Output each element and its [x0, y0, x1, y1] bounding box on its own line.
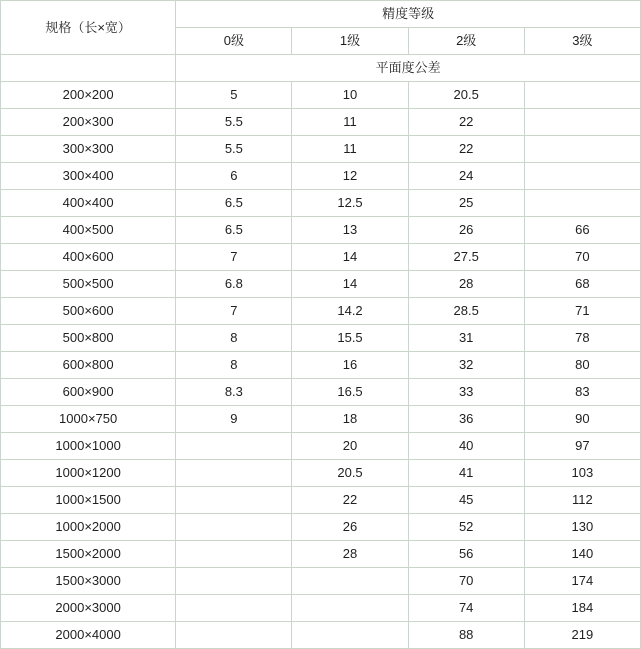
table-row — [1, 109, 641, 136]
table-body — [1, 82, 641, 649]
row-value-grade3 — [524, 109, 640, 136]
row-value-grade3: 219 — [524, 622, 640, 649]
row-value-grade2: 27.5 — [408, 244, 524, 271]
row-spec: 500×800 — [1, 325, 176, 352]
table-row — [1, 595, 641, 622]
table-row — [1, 82, 641, 109]
row-value-grade1: 14 — [292, 244, 408, 271]
row-value-grade3: 90 — [524, 406, 640, 433]
row-value-grade3: 71 — [524, 298, 640, 325]
header-precision-group: 精度等级 — [176, 1, 641, 28]
row-value-grade2: 70 — [408, 568, 524, 595]
row-value-grade3: 70 — [524, 244, 640, 271]
row-value-grade0 — [176, 595, 292, 622]
row-value-grade3: 68 — [524, 271, 640, 298]
row-value-grade2: 52 — [408, 514, 524, 541]
row-value-grade0 — [176, 541, 292, 568]
row-value-grade1: 26 — [292, 514, 408, 541]
row-value-grade2: 33 — [408, 379, 524, 406]
row-value-grade1: 16 — [292, 352, 408, 379]
row-value-grade1: 15.5 — [292, 325, 408, 352]
row-value-grade0: 8 — [176, 352, 292, 379]
row-value-grade0: 7 — [176, 298, 292, 325]
row-value-grade2: 26 — [408, 217, 524, 244]
row-value-grade1: 12 — [292, 163, 408, 190]
row-spec: 200×200 — [1, 82, 176, 109]
row-value-grade1 — [292, 622, 408, 649]
table-row — [1, 622, 641, 649]
row-spec: 500×500 — [1, 271, 176, 298]
table-row — [1, 352, 641, 379]
row-value-grade0 — [176, 460, 292, 487]
table-row — [1, 568, 641, 595]
row-value-grade0: 5 — [176, 82, 292, 109]
row-value-grade3: 66 — [524, 217, 640, 244]
table-row — [1, 163, 641, 190]
row-spec: 1000×1500 — [1, 487, 176, 514]
row-spec: 1500×2000 — [1, 541, 176, 568]
table-row — [1, 217, 641, 244]
row-value-grade1: 14.2 — [292, 298, 408, 325]
header-grade-3: 3级 — [524, 28, 640, 55]
row-value-grade0: 9 — [176, 406, 292, 433]
table-row — [1, 379, 641, 406]
row-value-grade0: 8.3 — [176, 379, 292, 406]
row-value-grade0: 7 — [176, 244, 292, 271]
row-value-grade2: 22 — [408, 109, 524, 136]
row-spec: 1500×3000 — [1, 568, 176, 595]
row-value-grade3 — [524, 82, 640, 109]
row-value-grade1: 14 — [292, 271, 408, 298]
row-value-grade3: 103 — [524, 460, 640, 487]
row-value-grade3: 112 — [524, 487, 640, 514]
header-row-group — [1, 1, 641, 28]
row-value-grade3 — [524, 190, 640, 217]
row-value-grade1: 28 — [292, 541, 408, 568]
header-grade-0: 0级 — [176, 28, 292, 55]
row-value-grade0: 6 — [176, 163, 292, 190]
table-row — [1, 487, 641, 514]
row-spec: 600×800 — [1, 352, 176, 379]
row-value-grade2: 22 — [408, 136, 524, 163]
row-value-grade2: 45 — [408, 487, 524, 514]
row-value-grade2: 41 — [408, 460, 524, 487]
row-value-grade2: 32 — [408, 352, 524, 379]
row-value-grade1 — [292, 568, 408, 595]
row-value-grade2: 28.5 — [408, 298, 524, 325]
row-spec: 2000×3000 — [1, 595, 176, 622]
row-spec: 200×300 — [1, 109, 176, 136]
row-value-grade0: 8 — [176, 325, 292, 352]
row-value-grade3: 130 — [524, 514, 640, 541]
table-row — [1, 514, 641, 541]
table-row — [1, 541, 641, 568]
table-row — [1, 460, 641, 487]
row-value-grade1 — [292, 595, 408, 622]
row-value-grade2: 74 — [408, 595, 524, 622]
row-value-grade0 — [176, 622, 292, 649]
row-value-grade3: 140 — [524, 541, 640, 568]
row-value-grade2: 28 — [408, 271, 524, 298]
row-value-grade1: 13 — [292, 217, 408, 244]
row-value-grade0: 5.5 — [176, 109, 292, 136]
row-value-grade2: 31 — [408, 325, 524, 352]
row-spec: 600×900 — [1, 379, 176, 406]
row-value-grade1: 10 — [292, 82, 408, 109]
row-value-grade2: 40 — [408, 433, 524, 460]
row-spec: 300×300 — [1, 136, 176, 163]
header-spec-label: 规格（长×宽） — [1, 1, 176, 55]
row-value-grade1: 16.5 — [292, 379, 408, 406]
row-value-grade0: 6.5 — [176, 190, 292, 217]
row-value-grade2: 88 — [408, 622, 524, 649]
row-spec: 1000×1000 — [1, 433, 176, 460]
row-value-grade3: 174 — [524, 568, 640, 595]
row-value-grade0 — [176, 433, 292, 460]
row-value-grade1: 20 — [292, 433, 408, 460]
row-spec: 500×600 — [1, 298, 176, 325]
row-value-grade1: 22 — [292, 487, 408, 514]
header-flatness-tolerance: 平面度公差 — [176, 55, 641, 82]
row-value-grade0 — [176, 568, 292, 595]
row-value-grade2: 20.5 — [408, 82, 524, 109]
table-row — [1, 136, 641, 163]
row-value-grade1: 11 — [292, 109, 408, 136]
table-row — [1, 325, 641, 352]
table-row — [1, 271, 641, 298]
row-value-grade3: 184 — [524, 595, 640, 622]
row-value-grade3 — [524, 136, 640, 163]
row-spec: 1000×2000 — [1, 514, 176, 541]
row-value-grade0 — [176, 487, 292, 514]
row-spec: 2000×4000 — [1, 622, 176, 649]
row-value-grade2: 36 — [408, 406, 524, 433]
row-spec: 300×400 — [1, 163, 176, 190]
table-row — [1, 433, 641, 460]
row-value-grade0: 6.5 — [176, 217, 292, 244]
row-value-grade0: 5.5 — [176, 136, 292, 163]
row-value-grade3: 83 — [524, 379, 640, 406]
header-grade-1: 1级 — [292, 28, 408, 55]
row-value-grade3: 80 — [524, 352, 640, 379]
table-row — [1, 406, 641, 433]
row-value-grade1: 11 — [292, 136, 408, 163]
header-spec-blank — [1, 55, 176, 82]
row-spec: 1000×750 — [1, 406, 176, 433]
row-value-grade0 — [176, 514, 292, 541]
row-value-grade0: 6.8 — [176, 271, 292, 298]
row-spec: 400×500 — [1, 217, 176, 244]
row-value-grade1: 12.5 — [292, 190, 408, 217]
row-value-grade3: 78 — [524, 325, 640, 352]
header-row-subheader — [1, 55, 641, 82]
row-value-grade3 — [524, 163, 640, 190]
table-header — [1, 1, 641, 82]
row-value-grade3: 97 — [524, 433, 640, 460]
table-row — [1, 190, 641, 217]
table-row — [1, 298, 641, 325]
row-spec: 400×400 — [1, 190, 176, 217]
row-value-grade2: 56 — [408, 541, 524, 568]
row-spec: 1000×1200 — [1, 460, 176, 487]
row-value-grade1: 18 — [292, 406, 408, 433]
header-grade-2: 2级 — [408, 28, 524, 55]
table-row — [1, 244, 641, 271]
row-value-grade2: 25 — [408, 190, 524, 217]
row-value-grade2: 24 — [408, 163, 524, 190]
row-value-grade1: 20.5 — [292, 460, 408, 487]
row-spec: 400×600 — [1, 244, 176, 271]
